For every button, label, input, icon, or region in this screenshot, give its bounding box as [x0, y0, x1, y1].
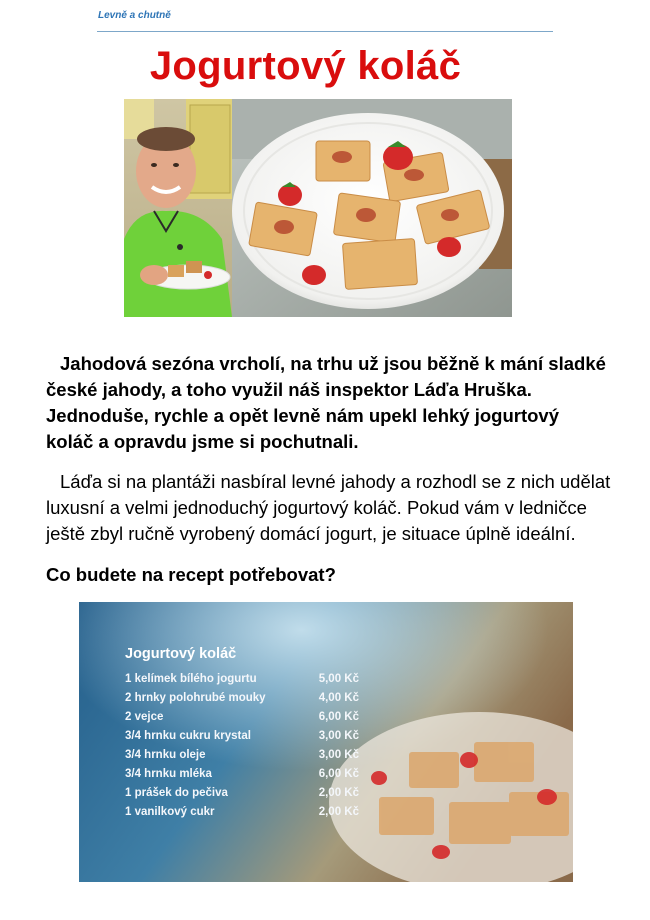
ingredient-row	[125, 730, 359, 748]
ingredient-price: 3,00 Kč	[318, 749, 359, 761]
ingredients-heading: Co budete na recept potřebovat?	[46, 564, 336, 585]
intro-text: Jahodová sezóna vrcholí, na trhu už jsou běžně k mání sladké české jahody, a toho využil náš inspektor Láďa Hruška. Jednoduše, rychle a opět levně nám upekl lehký jogurtový koláč a opravdu jsme si pochutnali.	[46, 352, 606, 452]
ingredient-price: 3,00 Kč	[318, 730, 359, 742]
ingredient-price: 4,00 Kč	[318, 692, 359, 704]
ingredient-price: 2,00 Kč	[318, 787, 359, 799]
ingredient-row	[125, 711, 359, 729]
ingredient-name: 3/4 hrnku cukru krystal	[125, 730, 251, 742]
ingredient-price: 5,00 Kč	[318, 673, 359, 685]
intro-paragraph	[46, 351, 606, 455]
ingredient-row	[125, 673, 359, 691]
ingredient-row	[125, 768, 359, 786]
recipe-card-image	[79, 602, 573, 882]
ingredient-name: 2 hrnky polohrubé mouky	[125, 692, 266, 704]
hero-photo	[124, 99, 512, 317]
ingredient-row	[125, 806, 359, 824]
ingredient-name: 1 vanilkový cukr	[125, 806, 215, 818]
ingredient-name: 2 vejce	[125, 711, 164, 723]
article-title: Jogurtový koláč	[149, 44, 462, 88]
ingredient-name: 1 prášek do pečiva	[125, 787, 228, 799]
recipe-card-title: Jogurtový koláč	[125, 646, 237, 662]
ingredient-price: 2,00 Kč	[318, 806, 359, 818]
ingredient-row	[125, 749, 359, 767]
ingredient-row	[125, 692, 359, 710]
ingredient-name: 3/4 hrnku mléka	[125, 768, 212, 780]
body-text: Láďa si na plantáži nasbíral levné jahody a rozhodl se z nich udělat luxusní a velmi jednoduchý jogurtový koláč. Pokud vám v ledničce ještě zbyl ručně vyrobený domácí jogurt, je situace úplně ideální.	[46, 470, 611, 544]
body-paragraph	[46, 469, 621, 547]
header-rule	[97, 31, 553, 32]
ingredient-price: 6,00 Kč	[318, 711, 359, 723]
ingredient-price: 6,00 Kč	[318, 768, 359, 780]
ingredient-row	[125, 787, 359, 805]
ingredient-name: 3/4 hrnku oleje	[125, 749, 206, 761]
ingredient-name: 1 kelímek bílého jogurtu	[125, 673, 257, 685]
hero-photo-illustration	[124, 99, 512, 317]
header-label: Levně a chutně	[98, 10, 171, 21]
